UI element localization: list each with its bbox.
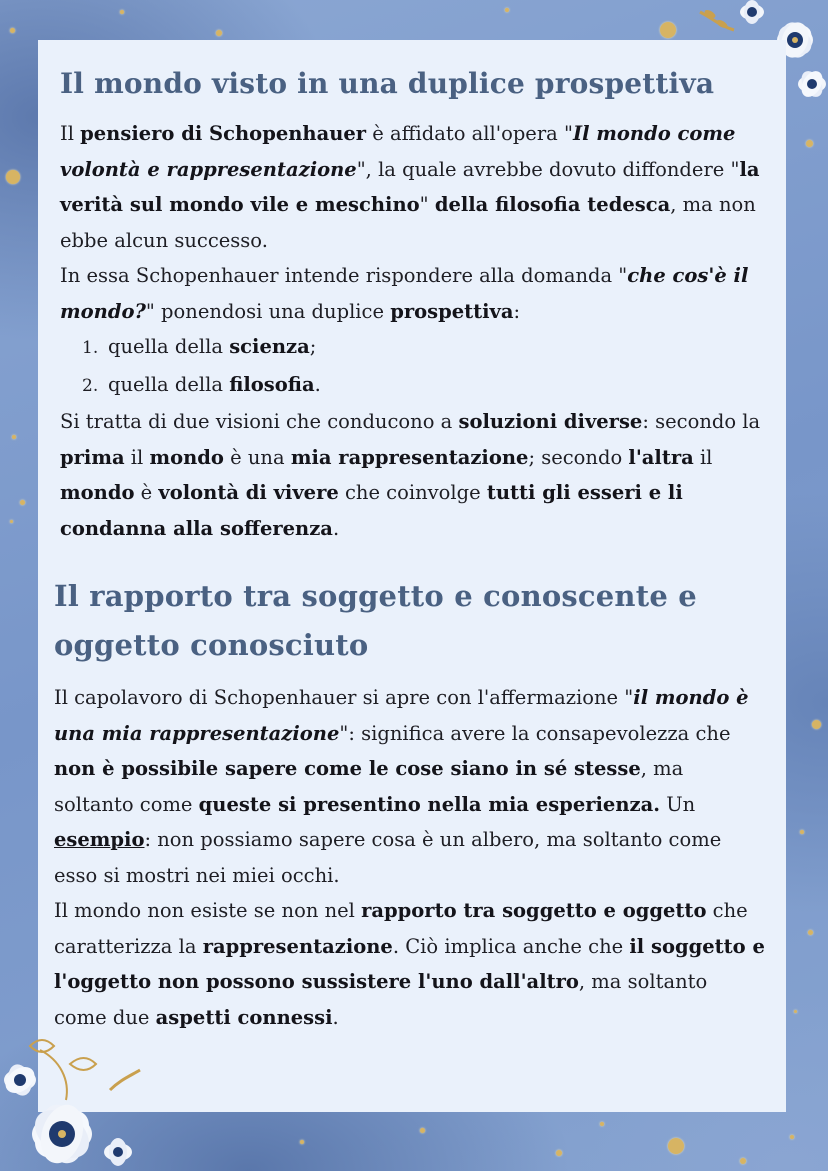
- numbered-list: [82, 329, 766, 404]
- flower-bouquet-icon: [0, 1030, 160, 1171]
- paragraph: Il capolavoro di Schopenhauer si apre con l'affermazione "il mondo è una mia rappresentazione": significa avere la consapevolezza che non è possibile sapere come le cose siano in sé stesse, ma soltanto come queste si presentino nella mia esperienza. Un esempio: non possiamo sapere cosa è un albero, ma soltanto come esso si mostri nei miei occhi.: [54, 686, 749, 887]
- list-item: 2. quella della filosofia.: [82, 372, 321, 396]
- list-item: 1. quella della scienza;: [82, 335, 317, 358]
- section-title: Il rapporto tra soggetto e conoscente e oggetto conosciuto: [54, 579, 697, 662]
- paragraph: Il pensiero di Schopenhauer è affidato all'opera "Il mondo come volontà e rappresentazione", la quale avrebbe dovuto diffondere "la verità sul mondo vile e meschino" della filosofia tedesca, ma non ebbe alcun successo.: [60, 122, 760, 252]
- paragraph: Si tratta di due visioni che conducono a soluzioni diverse: secondo la prima il mondo è una mia rappresentazione; secondo l'altra il mondo è volontà di vivere che coinvolge tutti gli esseri e li condanna alla sofferenza.: [60, 410, 761, 540]
- section-soggetto-oggetto: [54, 572, 766, 1035]
- section-duplice-prospettiva: [54, 62, 766, 546]
- paragraph: Il mondo non esiste se non nel rapporto tra soggetto e oggetto che caratterizza la rappresentazione. Ciò implica anche che il soggetto e l'oggetto non possono sussistere l'uno dall'altro, ma soltanto come due aspetti connessi.: [54, 899, 765, 1029]
- paragraph: In essa Schopenhauer intende rispondere alla domanda "che cos'è il mondo?" ponendosi una duplice prospettiva:: [60, 264, 749, 323]
- content-card: [38, 40, 786, 1112]
- section-title: Il mondo visto in una duplice prospettiva: [60, 67, 715, 100]
